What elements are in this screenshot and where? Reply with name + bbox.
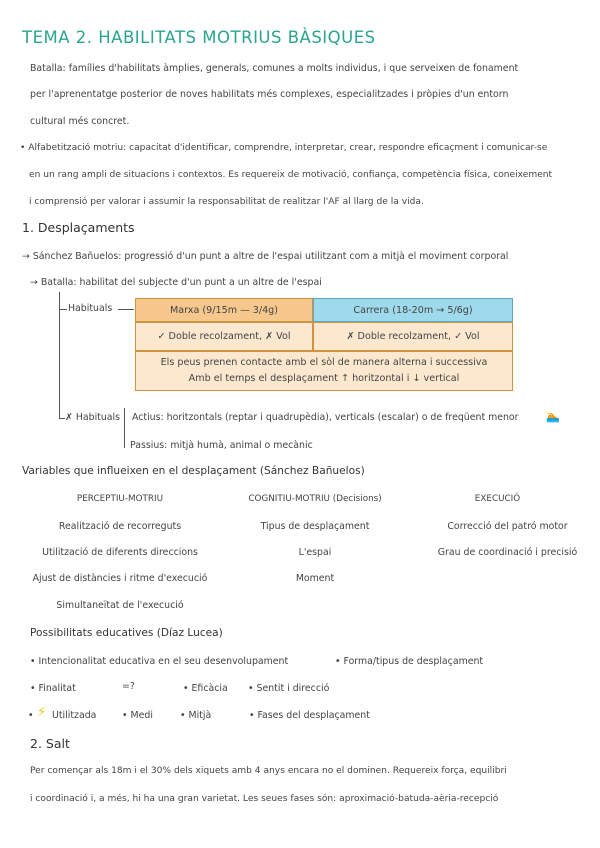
variables-col-3-item: Grau de coordinació i precisió [437, 547, 578, 558]
sanchez-definition: → Sánchez Bañuelos: progressió d'un punt a altre de l'espai utilitzant com a mitjà el moviment corporal [22, 251, 509, 262]
passius-text: Passius: mitjà humà, animal o mecànic [130, 440, 313, 451]
variables-col-3-item: Correcció del patró motor [447, 521, 568, 532]
tree-branch-habituals [59, 309, 67, 310]
variables-col-2-item: L'espai [298, 547, 332, 558]
variables-col-2-item: Tipus de desplaçament [260, 521, 370, 532]
intro-line-3: cultural més concret. [30, 116, 130, 127]
alfabetitzacio-line-3: i comprensió per valorar i assumir la responsabilitat de realitzar l'AF al llarg de la vida. [29, 197, 424, 207]
carrera-box: Carrera (18-20m → 5/6g) [313, 298, 513, 322]
intro-line-2: per l'aprenentatge posterior de noves habilitats més complexes, especialitzades i pròpies d'un entorn [30, 89, 509, 100]
possibilitat-fases: • Fases del desplaçament [249, 710, 370, 721]
variables-col-2-item: Moment [295, 573, 335, 584]
bullet-dot: • [28, 710, 34, 721]
tree-vertical-line [59, 292, 60, 419]
possibilitat-eficacia: • Eficàcia [183, 683, 228, 694]
common-traits-box [135, 351, 513, 391]
finalitat-symbol: =? [122, 681, 135, 692]
common-trait-2: Amb el temps el desplaçament ↑ horitzontal i ↓ vertical [188, 373, 460, 384]
section-2-heading: 2. Salt [30, 736, 70, 751]
possibilitat-sentit: • Sentit i direcció [248, 683, 330, 694]
variables-col-1-item: Simultaneïtat de l'execució [56, 600, 184, 611]
marxa-support-box: ✓ Doble recolzament, ✗ Vol [135, 322, 313, 351]
lightning-bolt-icon: ⚡ [37, 705, 47, 720]
variables-col-1-item: Utilització de diferents direccions [42, 547, 198, 558]
alfabetitzacio-line-2: en un rang ampli de situacions i contextos. Es requereix de motivació, confiança, competència física, coneixement [29, 170, 553, 180]
actius-text: Actius: horitzontals (reptar i quadrupèdia), verticals (escalar) o de freqüent menor [132, 412, 519, 423]
swim-icon: 🏊 [546, 410, 560, 423]
salt-line-1: Per començar als 18m i el 30% dels xiquets amb 4 anys encara no el dominen. Requereix força, equilibri [30, 766, 507, 776]
section-1-heading: 1. Desplaçaments [22, 220, 135, 235]
habituals-label: Habituals [68, 303, 113, 314]
possibilitat-utilitzada: Utilitzada [52, 710, 97, 721]
variables-col-3-header: EXECUCIÓ [474, 494, 521, 504]
possibilitat-finalitat: • Finalitat [30, 683, 76, 694]
variables-col-2-header: COGNITIU-MOTRIU (Decisions) [248, 494, 382, 504]
tree-connector-habituals [118, 309, 134, 310]
variables-col-1-item: Ajust de distàncies i ritme d'execució [32, 573, 208, 584]
variables-col-1-header: PERCEPTIU-MOTRIU [76, 494, 164, 504]
salt-line-2: i coordinació i, a més, hi ha una gran varietat. Les seues fases són: aproximació-batuda-aèria-recepció [30, 794, 499, 804]
possibilitats-heading: Possibilitats educatives (Díaz Lucea) [30, 627, 223, 639]
variables-heading: Variables que influeixen en el desplaçament (Sánchez Bañuelos) [22, 465, 365, 477]
possibilitat-medi: • Medi [122, 710, 153, 721]
no-habituals-label: ✗ Habituals [65, 412, 121, 423]
variables-col-1-item: Realització de recorreguts [58, 521, 182, 532]
possibilitat-forma: • Forma/tipus de desplaçament [335, 656, 484, 667]
possibilitat-mitja: • Mitjà [180, 710, 212, 721]
possibilitat-intencionalitat: • Intencionalitat educativa en el seu desenvolupament [30, 656, 289, 667]
intro-line-1: Batalla: famílies d'habilitats àmplies, generals, comunes a molts individus, i que serveixen de fonament [30, 63, 519, 74]
batalla-definition: → Batalla: habilitat del subjecte d'un punt a un altre de l'espai [30, 277, 322, 288]
page-title: TEMA 2. HABILITATS MOTRIUS BÀSIQUES [22, 28, 376, 47]
marxa-box: Marxa (9/15m — 3/4g) [135, 298, 313, 322]
common-trait-1: Els peus prenen contacte amb el sòl de manera alterna i successiva [160, 357, 488, 368]
alfabetitzacio-line-1: • Alfabetització motriu: capacitat d'identificar, comprendre, interpretar, crear, respondre eficaçment i comunicar-se [20, 143, 548, 153]
no-habituals-bracket [124, 408, 125, 448]
carrera-support-box: ✗ Doble recolzament, ✓ Vol [313, 322, 513, 351]
